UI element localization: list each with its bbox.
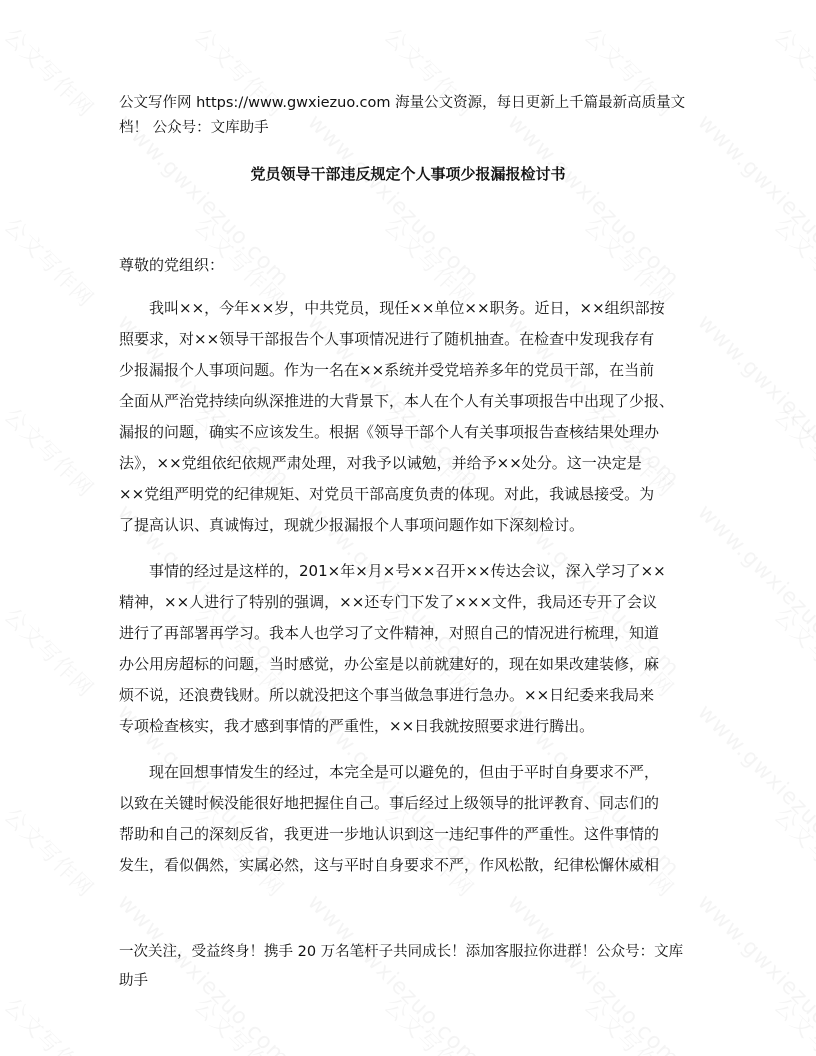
- watermark-text: [378, 990, 481, 1056]
- text-line: 以致在关键时候没能很好地把握住自己。事后经过上级领导的批评教育、同志们的: [119, 794, 660, 812]
- text-line: 发生，看似偶然，实属必然，这与平时自身要求不严，作风松散，纪律松懈休威相: [119, 856, 660, 874]
- watermark-text: [692, 110, 816, 292]
- watermark-text: [0, 20, 101, 123]
- watermark-text: [768, 210, 816, 313]
- watermark-text: [768, 600, 816, 703]
- watermark-text: [768, 20, 816, 123]
- text-line: 漏报的问题，确实不应该发生。根据《领导干部个人有关事项报告查核结果处理办: [119, 423, 660, 441]
- document-title: 党员领导干部违反规定个人事项少报漏报检讨书: [250, 165, 566, 183]
- header-line-2: 档！ 公众号：文库助手: [119, 120, 269, 136]
- watermark-text: [0, 210, 101, 313]
- document-body: [119, 293, 705, 896]
- watermark-text: [0, 600, 101, 703]
- footer-line-1: 一次关注，受益终身！携手 20 万名笔杆子共同成长！添加客服拉你进群！公众号：文库: [119, 944, 684, 960]
- watermark-text: [578, 990, 681, 1056]
- text-line: 事情的经过是这样的，201×年×月×号××召开××传达会议，深入学习了××: [119, 562, 666, 580]
- watermark-text: [768, 800, 816, 903]
- watermark-text: [0, 990, 101, 1056]
- text-line: 全面从严治党持续向纵深推进的大背景下，本人在个人有关事项报告中出现了少报、: [119, 392, 675, 410]
- watermark-text: [768, 400, 816, 503]
- text-line: 专项检查核实，我才感到事情的严重性，××日我就按照要求进行腾出。: [119, 717, 595, 735]
- text-line: 我叫××，今年××岁，中共党员，现任××单位××职务。近日，××组织部按: [119, 299, 665, 317]
- paragraph-1: [119, 293, 705, 541]
- paragraph-2: [119, 556, 705, 742]
- salutation: 尊敬的党组织：: [119, 256, 225, 274]
- text-line: 办公用房超标的问题，当时感觉，办公室是以前就建好的，现在如果改建装修，麻: [119, 655, 660, 673]
- watermark-text: [0, 400, 101, 503]
- text-line: 现在回想事情发生的经过，本完全是可以避免的，但由于平时自身要求不严，: [119, 763, 660, 781]
- footer-line-2: 助手: [119, 973, 148, 989]
- watermark-text: [692, 310, 816, 492]
- page-footer: [119, 938, 704, 996]
- watermark-text: [692, 890, 816, 1056]
- text-line: ××党组严明党的纪律规矩、对党员干部高度负责的体现。对此，我诚恳接受。为: [119, 485, 655, 503]
- text-line: 少报漏报个人事项问题。作为一名在××系统并受党培养多年的党员干部，在当前: [119, 361, 655, 379]
- paragraph-3: [119, 757, 705, 881]
- text-line: 照要求，对××领导干部报告个人事项情况进行了随机抽查。在检查中发现我存有: [119, 330, 655, 348]
- watermark-text: [0, 800, 101, 903]
- watermark-text: [692, 500, 816, 682]
- page-header: [119, 91, 704, 141]
- watermark-text: [188, 990, 291, 1056]
- watermark-text: [692, 700, 816, 882]
- text-line: 精神，××人进行了特别的强调，××还专门下发了×××文件，我局还专开了会议: [119, 593, 657, 611]
- text-line: 进行了再部署再学习。我本人也学习了文件精神，对照自己的情况进行梳理，知道: [119, 624, 660, 642]
- text-line: 烦不说，还浪费钱财。所以就没把这个事当做急事进行急办。××日纪委来我局来: [119, 686, 655, 704]
- header-line-1: 公文写作网 https://www.gwxiezuo.com 海量公文资源，每日更新上千篇最新高质量文: [119, 95, 686, 111]
- text-line: 法》，××党组依纪依规严肃处理，对我予以诫勉，并给予××处分。这一决定是: [119, 454, 642, 472]
- text-line: 帮助和自己的深刻反省，我更进一步地认识到这一违纪事件的严重性。这件事情的: [119, 825, 660, 843]
- text-line: 了提高认识、真诚悔过，现就少报漏报个人事项问题作如下深刻检讨。: [119, 516, 585, 534]
- watermark-text: [768, 990, 816, 1056]
